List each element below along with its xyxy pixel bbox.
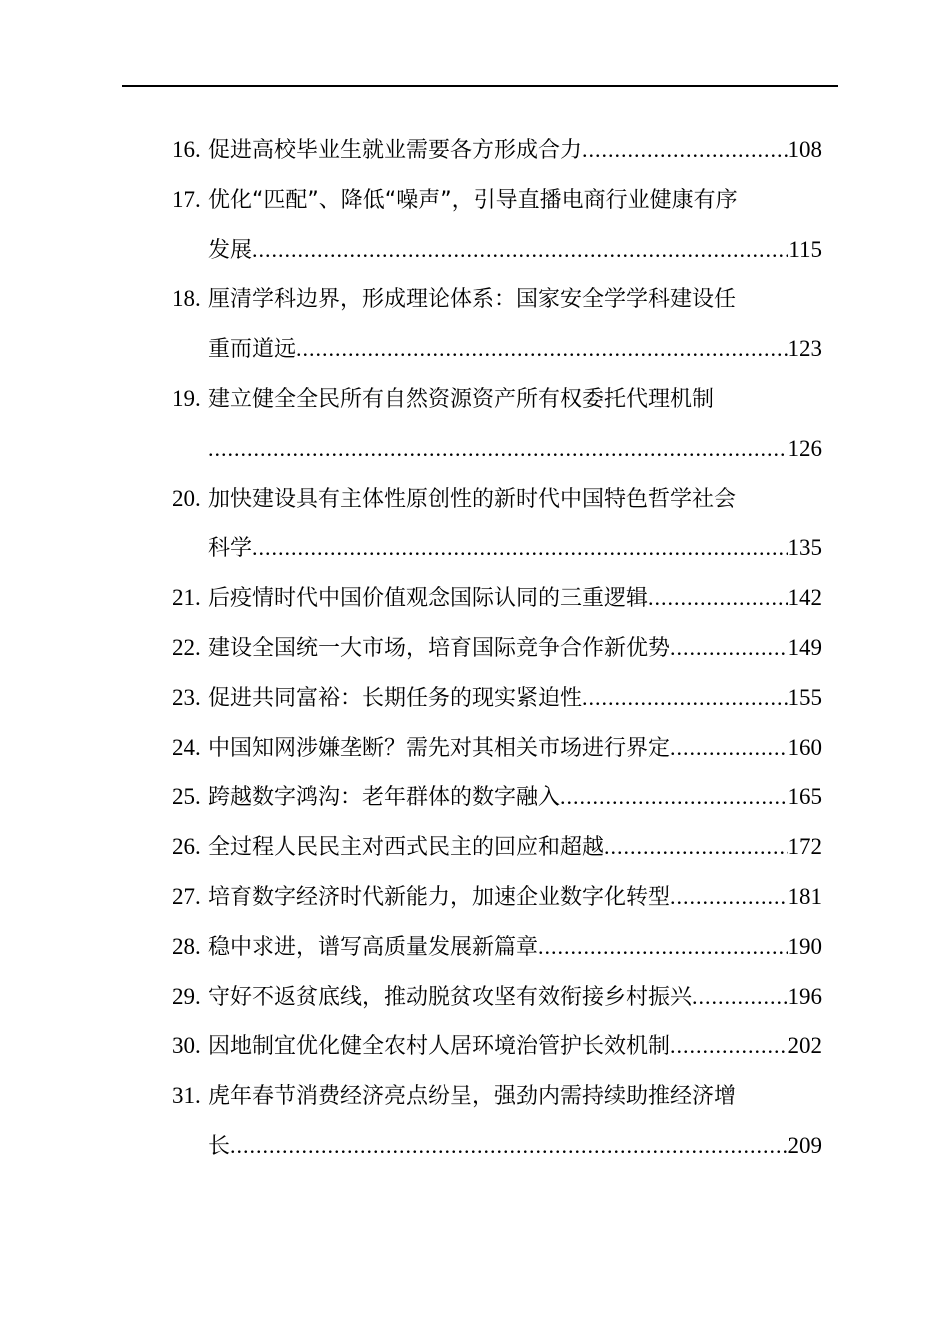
toc-entry-line[interactable] (172, 225, 822, 275)
toc-page-number: 108 (787, 137, 822, 162)
toc-page-number: 115 (788, 236, 822, 262)
toc-entry-number: 17. (172, 186, 201, 212)
toc-entry-line[interactable] (172, 1021, 822, 1071)
toc-entry-title: 稳中求进，谱写高质量发展新篇章 (208, 934, 539, 960)
toc-entry-title: 全过程人民民主对西式民主的回应和超越 (208, 835, 605, 861)
toc-page-number: 165 (787, 784, 822, 810)
toc-entry-number: 28. (172, 933, 201, 959)
toc-entry-line[interactable] (172, 822, 822, 872)
toc-page-number: 172 (787, 834, 822, 860)
toc-entry-line[interactable] (172, 274, 822, 324)
toc-entry-number: 20. (172, 485, 201, 511)
toc-entry-title: 加快建设具有主体性原创性的新时代中国特色哲学社会 (208, 486, 737, 512)
toc-entry-title: 优化“匹配”、降低“噪声”，引导直播电商行业健康有序 (208, 187, 738, 213)
toc-page-number: 181 (787, 883, 822, 909)
toc-entry-title: 建设全国统一大市场，培育国际竞争合作新优势 (208, 635, 671, 661)
toc-entry-number: 22. (172, 634, 201, 660)
dot-leader (670, 1021, 787, 1071)
dot-leader (604, 822, 787, 872)
toc-page-number: 155 (787, 684, 822, 710)
toc-page-number: 209 (787, 1132, 822, 1158)
toc-entry-title: 因地制宜优化健全农村人居环境治管护长效机制 (208, 1034, 671, 1060)
toc-entry-line[interactable] (172, 573, 822, 623)
toc-entry-line[interactable] (172, 623, 822, 673)
table-of-contents (172, 125, 822, 1171)
dot-leader (670, 872, 787, 922)
toc-entry-line[interactable] (172, 175, 822, 225)
toc-entry-line[interactable] (172, 922, 822, 972)
toc-entry-title: 促进共同富裕：长期任务的现实紧迫性 (208, 685, 583, 711)
toc-entry-number: 29. (172, 983, 201, 1009)
toc-entry-line[interactable] (172, 474, 822, 524)
toc-entry-number: 27. (172, 883, 201, 909)
toc-entry-title: 中国知网涉嫌垄断？需先对其相关市场进行界定 (208, 735, 671, 761)
toc-entry-number: 24. (172, 734, 201, 760)
dot-leader (252, 225, 788, 275)
toc-entry-number: 23. (172, 684, 201, 710)
toc-entry-title: 建立健全全民所有自然资源资产所有权委托代理机制 (208, 386, 715, 412)
toc-entry-number: 19. (172, 385, 201, 411)
toc-entry-title: 科学 (208, 536, 253, 562)
toc-entry-number: 30. (172, 1033, 201, 1059)
toc-entry-line[interactable] (172, 872, 822, 922)
toc-entry-line[interactable] (172, 673, 822, 723)
toc-entry-number: 26. (172, 834, 201, 860)
dot-leader (560, 772, 787, 822)
dot-leader (582, 673, 787, 723)
toc-entry-title: 守好不返贫底线，推动脱贫攻坚有效衔接乡村振兴 (208, 984, 693, 1010)
toc-entry-number: 21. (172, 585, 201, 611)
toc-entry-number: 18. (172, 286, 201, 312)
toc-entry-line[interactable] (172, 772, 822, 822)
toc-entry-line[interactable] (172, 723, 822, 773)
dot-leader (692, 972, 787, 1022)
toc-entry-line[interactable] (172, 374, 822, 424)
dot-leader (208, 424, 788, 474)
dot-leader (670, 623, 787, 673)
toc-entry-title: 跨越数字鸿沟：老年群体的数字融入 (208, 785, 561, 811)
dot-leader (230, 1121, 787, 1171)
toc-entry-title: 虎年春节消费经济亮点纷呈，强劲内需持续助推经济增 (208, 1084, 737, 1110)
dot-leader (582, 125, 787, 175)
dot-leader (296, 324, 787, 374)
toc-entry-line[interactable] (172, 125, 822, 175)
dot-leader (670, 723, 787, 773)
toc-entry-title: 培育数字经济时代新能力，加速企业数字化转型 (208, 884, 671, 910)
toc-entry-line[interactable] (172, 1071, 822, 1121)
dot-leader (252, 523, 787, 573)
toc-page-number: 202 (787, 1033, 822, 1059)
toc-entry-number: 16. (172, 137, 201, 162)
toc-page-number: 149 (787, 634, 822, 660)
toc-page-number: 126 (787, 435, 822, 461)
dot-leader (538, 922, 787, 972)
toc-entry-line[interactable] (172, 424, 822, 474)
toc-page-number: 160 (787, 734, 822, 760)
header-rule (122, 85, 838, 87)
dot-leader (648, 573, 787, 623)
toc-entry-title: 厘清学科边界，形成理论体系：国家安全学学科建设任 (208, 287, 737, 313)
toc-entry-title: 重而道远 (208, 337, 297, 363)
toc-page-number: 135 (787, 535, 822, 561)
toc-entry-line[interactable] (172, 972, 822, 1022)
toc-entry-line[interactable] (172, 1121, 822, 1171)
toc-page-number: 142 (787, 585, 822, 611)
toc-page-number: 196 (787, 983, 822, 1009)
toc-entry-number: 31. (172, 1083, 201, 1109)
toc-entry-number: 25. (172, 784, 201, 810)
toc-entry-title: 促进高校毕业生就业需要各方形成合力 (208, 138, 583, 163)
toc-entry-title: 长 (208, 1133, 231, 1159)
toc-page-number: 123 (787, 336, 822, 362)
toc-entry-line[interactable] (172, 324, 822, 374)
toc-entry-title: 后疫情时代中国价值观念国际认同的三重逻辑 (208, 586, 649, 612)
toc-entry-title: 发展 (208, 237, 253, 263)
toc-page-number: 190 (787, 933, 822, 959)
toc-entry-line[interactable] (172, 523, 822, 573)
